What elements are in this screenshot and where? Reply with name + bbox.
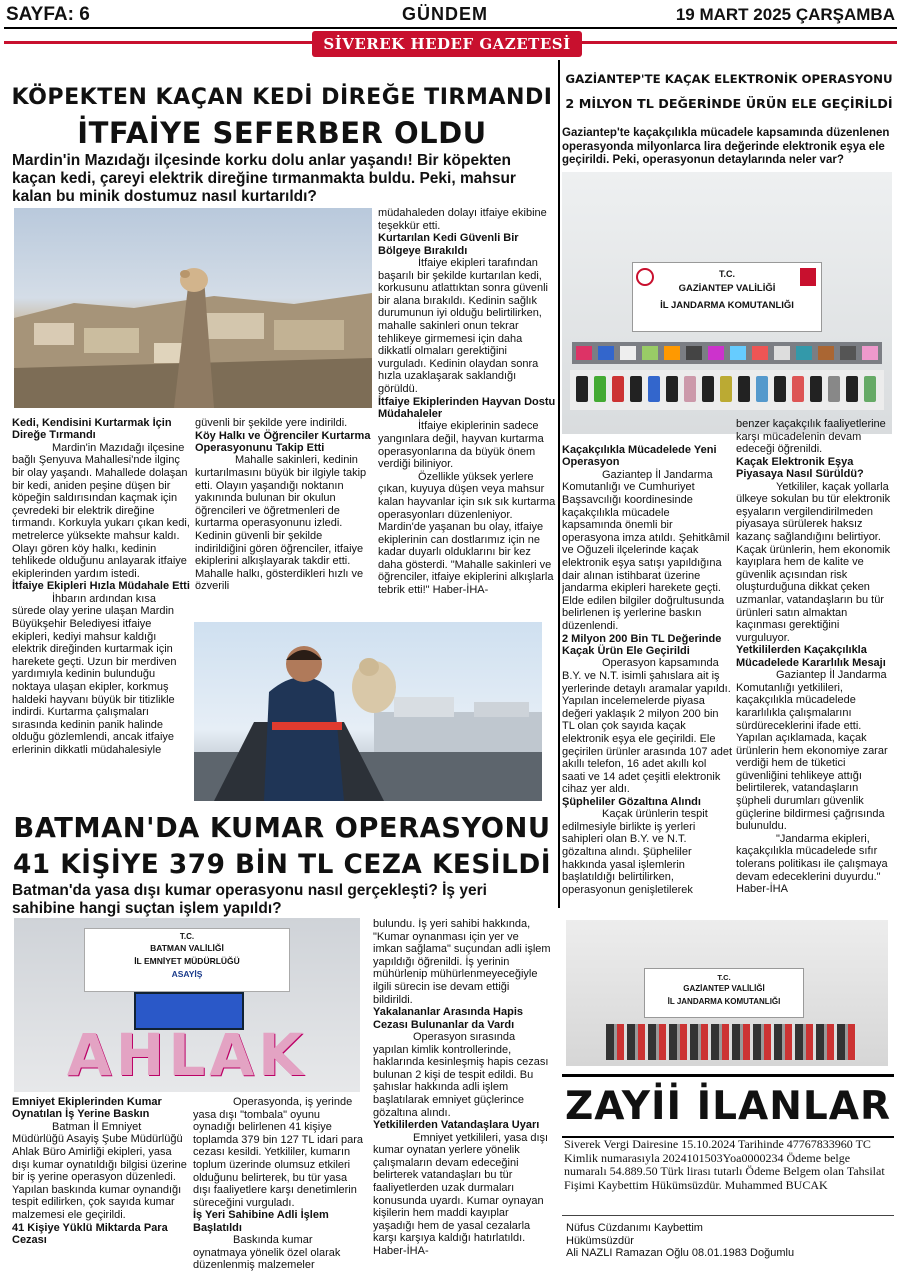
- story3-sign: [84, 928, 290, 992]
- firefighter-illustration: [194, 622, 542, 801]
- sign-line: T.C.: [179, 932, 195, 941]
- story1-paragraph: Mahalle sakinleri, kedinin kurtarılmasını büyük bir ilgiyle takip etti. Olayın yaşandığı noktanın yakınında bulunan bir okulun öğrencileri ve öğretmenleri de kurtarma operasyonunu izledi. Kedinin güvenli bir şekilde indirildiğini gören öğrenciler, itfaiye ekiplerini alkışlayarak takdir etti. Mahalle halkı, gösterdikleri hızlı ve özverili: [195, 454, 367, 593]
- story3-column-3: [373, 918, 551, 1278]
- sign-line: İL JANDARMA KOMUTANLIĞI: [667, 997, 781, 1006]
- story1-column-1: [12, 417, 190, 771]
- story1-paragraph: müdahaleden dolayı itfaiye ekibine teşekkür etti.: [378, 207, 547, 232]
- story3-deck: Batman'da yasa dışı kumar operasyonu nasıl gerçekleşti? İş yeri sahibine hangi suçtan işlem yapıldı?: [12, 882, 487, 917]
- ads-phones-strip: [606, 1024, 856, 1060]
- story2-column-2: [736, 418, 896, 910]
- story1-paragraph: güvenli bir şekilde yere indirildi.: [195, 417, 348, 429]
- story2-subhead: Şüpheliler Gözaltına Alındı: [562, 795, 701, 808]
- section-label: GÜNDEM: [402, 4, 488, 24]
- story3-subhead: Yetkililerden Vatandaşlara Uyarı: [373, 1119, 540, 1132]
- header-rule: [4, 27, 897, 29]
- ahlak-letters: AHLAK: [66, 1021, 308, 1089]
- zayii-divider: [562, 1215, 894, 1216]
- story3-paragraph: Operasyonda, iş yerinde yasa dışı "tombala" oyunu oynadığı belirlenen 41 kişiye toplamda 379 bin 127 TL idari para cezası kesildi. Yetkililer, kumarın toplum üzerinde olumsuz etkileri olduğunu belirterek, bu tür yasa dışı faaliyetlere karşı denetimlerin süreceğini vurguladı.: [193, 1096, 364, 1209]
- story2-headline-line2: 2 MİLYON TL DEĞERİNDE ÜRÜN ELE GEÇİRİLDİ: [565, 97, 893, 112]
- story2-paragraph: Gaziantep İl Jandarma Komutanlığı yetkilileri, kaçakçılıkla mücadelede kararlılıkla çalışmalarını sürdüreceklerini ifade etti. Yapılan açıklamada, kaçak ürünlerin hem ekonomiye zarar verdiği hem de tüketici güvenliğini tehlikeye attığı belirtilerek, vatandaşların şüpheli durumları güvenlik güçlerine bildirmesi çağrısında bulunuldu.: [736, 669, 888, 833]
- story1-paragraph: İhbarın ardından kısa sürede olay yerine ulaşan Mardin Büyükşehir Belediyesi itfaiye ekipleri, kediyi mahsur kaldığı elektrik direğinden kurtarmak için harekete geçti. Uzun bir merdiven yardımıyla kedinin bulunduğu noktaya ulaşan ekipler, korkmuş haldeki hayvanı büyük bir titizlikle indirdi. Kurtarma çalışmaları sırasında kedinin panik halinde olduğu gözlemlendi, ancak itfaiye erlerinin dikkatli müdahalesiyle: [12, 592, 177, 756]
- sign-line: BATMAN VALİLİĞİ: [150, 943, 224, 953]
- story2-paragraph: Gaziantep İl Jandarma Komutanlığı ve Cumhuriyet Başsavcılığı koordinesinde kaçakçılıkla mücadele kapsamında önemli bir operasyona imza atıldı. Şehitkâmil ve Oğuzeli ilçelerinde kaçak elektronik eşya satışı yapıldığına dair alınan istihbarat üzerine jandarma ekipleri harekete geçti. Elde edilen bilgiler doğrultusunda belirlenen iş yerlerine baskın düzenlendi.: [562, 468, 730, 632]
- phone-boxes-illustration: [562, 172, 892, 434]
- story2-column-1: [562, 444, 732, 910]
- story3-photo-gambling-items: [14, 918, 360, 1092]
- story2-photo-seized-phones: [562, 172, 892, 434]
- story1-subhead: Kurtarılan Kedi Güvenli Bir Bölgeye Bırakıldı: [378, 232, 519, 257]
- page-number: SAYFA: 6: [6, 4, 90, 25]
- story3-column-1: [12, 1096, 188, 1278]
- sign-line: GAZİANTEP VALİLİĞİ: [683, 984, 765, 993]
- zayii-notice-2: [566, 1222, 890, 1260]
- sign-line: T.C.: [717, 973, 731, 982]
- sign-line: T.C.: [718, 269, 735, 279]
- story3-paragraph: bulundu. İş yeri sahibi hakkında, "Kumar oynanması için yer ve imkan sağlama" suçundan adli işlem yapıldığı öğrenildi. İş yerinin mühürlenip mühürlenmeyeceğiyle ilgili sürecin ise devam ettiği bildirildi.: [373, 918, 551, 1006]
- story3-headline-line1: BATMAN'DA KUMAR OPERASYONU: [13, 813, 551, 844]
- story3-subhead: Emniyet Ekiplerinden Kumar Oynatılan İş Yerine Baskın: [12, 1096, 162, 1121]
- story2-headline-line1: GAZİANTEP'TE KAÇAK ELEKTRONİK OPERASYONU: [565, 72, 893, 86]
- story1-paragraph: İtfaiye ekiplerinin sadece yangınlara değil, hayvan kurtarma operasyonlarına da büyük önem verdiği biliniyor.: [378, 420, 544, 471]
- column-rule: [558, 60, 560, 908]
- story2-paragraph: Kaçak ürünlerin tespit edilmesiyle birlikte iş yerleri sahipleri olan B.Y. ve N.T. gözaltına alındı. Şüpheliler hakkında yasal işlemlerin başlatıldığı belirtilirken, operasyonun genişletilerek: [562, 808, 708, 896]
- story3-paragraph: Operasyon sırasında yapılan kimlik kontrollerinde, haklarında kesinleşmiş hapis cezası bulunan 2 kişi de tespit edildi. Bu şahıslar hakkında adli işlem başlatılarak emniyet güçlerince gözaltına alındı.: [373, 1030, 549, 1119]
- story2-paragraph: Operasyon kapsamında B.Y. ve N.T. isimli şahıslara ait iş yerlerinde detaylı aramalar yapıldı. Yapılan incelemelerde piyasa değeri yaklaşık 2 milyon 200 bin TL olan çok sayıda kaçak elektronik eşya ele geçirildi. Ele geçirilen ürünler arasında 107 adet akıllı telefon, 16 adet akıllı kol saati ve 14 adet çeşitli elektronik cihaz yer aldı.: [562, 657, 732, 796]
- story1-headline-line1: KÖPEKTEN KAÇAN KEDİ DİREĞE TIRMANDI: [11, 84, 553, 110]
- nufus-line: Hükümsüzdür: [566, 1234, 634, 1247]
- story1-paragraph: İtfaiye ekipleri tarafından başarılı bir şekilde kurtarılan kedi, korkusunu atlattıktan sonra güvenli bir alana bırakıldı. Kedinin sağlık durumunun iyi olduğu belirtilirken, mahalle sakinleri onun tekrar tehlikeye girmemesi için daha dikkatli olmaları gerektiğini vurguladı. Kedinin olaydan sonra hızla uzaklaşarak saklandığı görüldü.: [378, 257, 548, 395]
- zayii-title: ZAYİİ İLANLAR: [564, 1084, 892, 1129]
- story2-subhead: 2 Milyon 200 Bin TL Değerinde Kaçak Ürün Ele Geçirildi: [562, 632, 722, 657]
- ads-photo-jandarma: [566, 920, 888, 1066]
- story2-subhead: Kaçak Elektronik Eşya Piyasaya Nasıl Sürüldü?: [736, 455, 864, 481]
- story3-subhead: İş Yeri Sahibine Adli İşlem Başlatıldı: [193, 1209, 329, 1234]
- story3-paragraph: Emniyet yetkilileri, yasa dışı kumar oynatan yerlere yönelik çalışmaların devam edeceğini belirterek vatandaşları bu tür faaliyetlerden uzak durmaları konusunda uyardı. Kumar oynayan kişilerin hem maddi kayıplar yaşadığı hem de yasal cezalarla karşı karşıya kaldığı hatırlatıldı. Haber-İHA-: [373, 1131, 549, 1257]
- story2-subhead: Yetkililerden Kaçakçılıkla Mücadelede Kararlılık Mesajı: [736, 644, 886, 669]
- sign-line: ASAYİŞ: [171, 969, 203, 979]
- story2-paragraph: benzer kaçakçılık faaliyetlerine karşı mücadelenin devam edeceği öğrenildi.: [736, 418, 886, 456]
- story1-subhead: Köy Halkı ve Öğrenciler Kurtarma Operasyonunu Takip Etti: [195, 429, 371, 454]
- cat-pole-illustration: [14, 208, 372, 408]
- story1-photo-cat-on-pole: [14, 208, 372, 408]
- zayii-notice-1: Siverek Vergi Dairesine 15.10.2024 Tarihinde 47767833960 TC Kimlik numarasıyla 2024101503Yoa0000234 Ödeme belge numaralı 54.889.50 Türk lirası tutarlı Ödeme Belgem olan Tahsilat Fişimi Kaybettim Hükümsüzdür. Muhammed BUCAK: [564, 1137, 885, 1192]
- nufus-line: Nüfus Cüzdanımı Kaybettim: [566, 1222, 703, 1234]
- story2-deck: Gaziantep'te kaçakçılıkla mücadele kapsamında düzenlenen operasyonda milyonlarca lira değerinde elektronik eşya ele geçirildi. Peki, operasyonun detaylarında neler var?: [562, 127, 890, 167]
- story1-headline-line2: İTFAİYE SEFERBER OLDU: [77, 116, 487, 150]
- sign-line: İL EMNİYET MÜDÜRLÜĞÜ: [134, 956, 240, 966]
- issue-date: 19 MART 2025 ÇARŞAMBA: [675, 5, 895, 24]
- nufus-line: Ali NAZLI Ramazan Oğlu 08.01.1983 Doğumlu: [566, 1247, 795, 1260]
- story1-column-3: [378, 207, 556, 617]
- ads-top-rule: [562, 1074, 894, 1077]
- story3-paragraph: Batman İl Emniyet Müdürlüğü Asayiş Şube Müdürlüğü Ahlak Büro Amirliği ekipleri, yasa dışı kumar oynatıldığı bilgisi üzerine bir iş yerine operasyon düzenledi. Yapılan baskında kumar oynandığı tespit edilirken, çok sayıda kumar malzemesi ele geçirildi.: [12, 1120, 187, 1221]
- story2-paragraph: "Jandarma ekipleri, kaçakçılıkla mücadelede sıfır tolerans politikası ile çalışmaya devam edeceklerini duyurdu." Haber-İHA: [736, 832, 888, 896]
- story1-subhead: Kedi, Kendisini Kurtarmak İçin Direğe Tırmandı: [12, 417, 172, 442]
- masthead-badge: SİVEREK HEDEF GAZETESİ: [312, 31, 582, 57]
- story3-headline-line2: 41 KİŞİYE 379 BİN TL CEZA KESİLDİ: [12, 850, 552, 880]
- story1-photo-firefighter: [194, 622, 542, 801]
- story3-subhead: Yakalananlar Arasında Hapis Cezası Bulunanlar da Vardı: [373, 1006, 523, 1031]
- story1-subhead: İtfaiye Ekiplerinden Hayvan Dostu Müdahaleler: [378, 395, 556, 420]
- story1-paragraph: Özellikle yüksek yerlere çıkan, kuyuya düşen veya mahsur kalan hayvanlar için sık sık kurtarma operasyonları düzenleniyor. Mardin'de yaşanan bu olay, itfaiye ekiplerinin can dostlarımız için ne kadar duyarlı olduklarını bir kez daha gösterdi. "Mahalle sakinleri ve öğrenciler, itfaiye ekiplerini alkışlarla tebrik etti!" Haber-İHA-: [378, 470, 556, 597]
- story1-paragraph: Mardin'in Mazıdağı ilçesine bağlı Şenyuva Mahallesi'nde ilginç bir olay yaşandı. Mahallede dolaşan bir kedi, aniden peşine düşen bir köpeğin saldırısından kaçmak için çevredeki bir elektrik direğine tırmandı. Korkuyla yukarı çıkan kedi, metrelerce yüksekte mahsur kaldı. Olayı gören köy halkı, kedinin tehlikede olduğunu anlayarak itfaiye ekiplerinden yardım istedi.: [12, 441, 190, 580]
- story1-subhead: İtfaiye Ekipleri Hızla Müdahale Etti: [12, 580, 190, 593]
- story3-paragraph: Baskında kumar oynatmaya yönelik özel olarak düzenlenmiş malzemeler: [193, 1234, 341, 1272]
- story2-paragraph: Yetkililer, kaçak yollarla ülkeye sokulan bu tür elektronik eşyaların vergilendirilmeden piyasaya sürülerek haksız kazanç sağlandığını belirtiyor. Kaçak ürünlerin, hem ekonomik kayıplara hem de kalite ve güvenlik açısından risk oluşturduğuna dikkat çeken uzmanlar, vatandaşların bu tür ürünleri satın almaktan kaçınması gerektiğini vurguluyor.: [736, 480, 891, 644]
- story1-deck: Mardin'in Mazıdağı ilçesinde korku dolu anlar yaşandı! Bir köpekten kaçan kedi, çareyi elektrik direğine tırmanmakta buldu. Peki, mahsur kalan bu minik dostumuz nasıl kurtarıldı?: [12, 152, 516, 205]
- ads-sign: [644, 968, 804, 1018]
- story3-subhead: 41 Kişiye Yüklü Miktarda Para Cezası: [12, 1221, 168, 1246]
- sign-line: GAZİANTEP VALİLİĞİ: [678, 283, 776, 294]
- story1-column-2: [195, 417, 373, 617]
- sign-line: İL JANDARMA KOMUTANLIĞI: [660, 300, 794, 311]
- story2-subhead: Kaçakçılıkla Mücadelede Yeni Operasyon: [562, 444, 717, 469]
- story3-column-2: [193, 1096, 365, 1278]
